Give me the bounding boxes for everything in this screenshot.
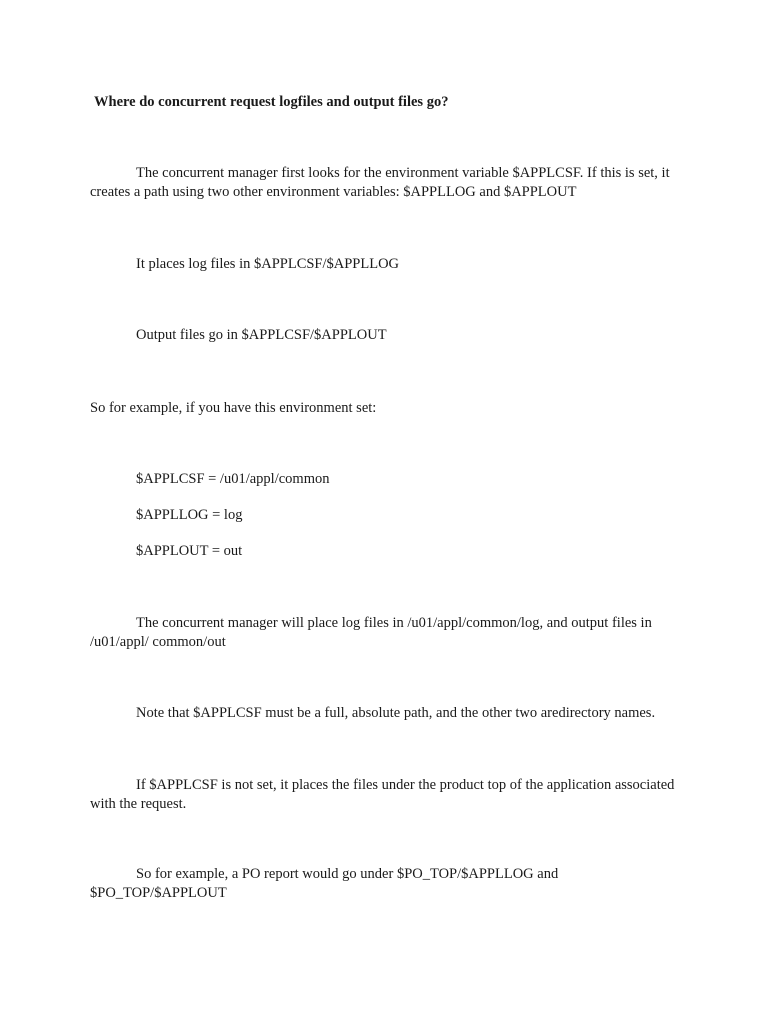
paragraph-absolute-path-note: Note that $APPLCSF must be a full, absolute path, and the other two aredirectory names.	[136, 705, 656, 721]
document-title: Where do concurrent request logfiles and output files go?	[94, 94, 449, 110]
paragraph-example-result: The concurrent manager will place log files in /u01/appl/common/log, and output files in /u01/appl/ common/out	[90, 615, 652, 650]
env-applog-line: $APPLLOG = log	[136, 507, 243, 523]
env-applout-line: $APPLOUT = out	[136, 543, 243, 559]
env-applcsf-line: $APPLCSF = /u01/appl/common	[136, 471, 330, 487]
paragraph-output-location: Output files go in $APPLCSF/$APPLOUT	[136, 327, 387, 343]
paragraph-log-location: It places log files in $APPLCSF/$APPLLOG	[136, 256, 400, 272]
paragraph-po-example: So for example, a PO report would go under $PO_TOP/$APPLLOG and $PO_TOP/$APPLOUT	[90, 866, 559, 901]
paragraph-example-intro: So for example, if you have this environment set:	[90, 400, 377, 416]
paragraph-applcsf-intro: The concurrent manager first looks for the environment variable $APPLCSF. If this is set, it creates a path using two other environment variables: $APPLLOG and $APPLOUT	[90, 165, 670, 200]
paragraph-unset-applcsf: If $APPLCSF is not set, it places the files under the product top of the application associated with the request.	[90, 777, 675, 812]
